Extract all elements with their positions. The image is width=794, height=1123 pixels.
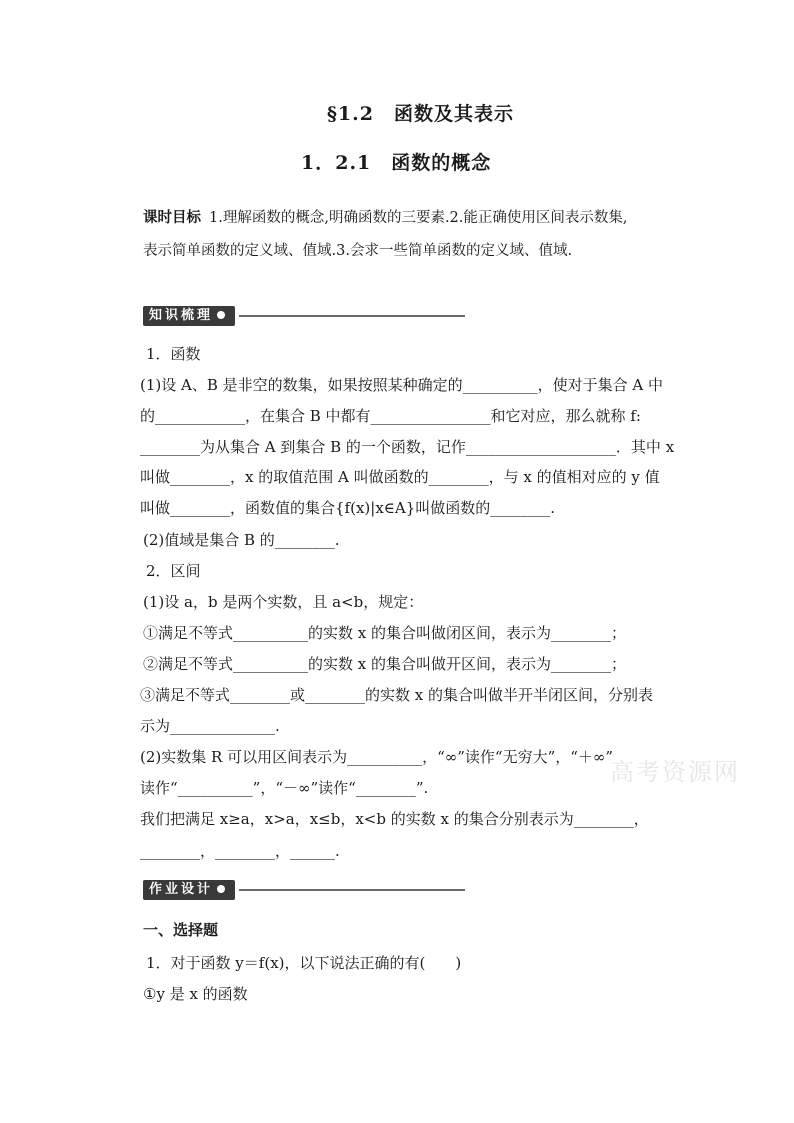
- text-line: (1)设 a，b 是两个实数，且 a<b，规定：: [143, 593, 424, 611]
- text-line: 叫做________，函数值的集合{f(x)|x∈A}叫做函数的________.: [140, 499, 556, 517]
- section-bar-knowledge: [143, 306, 465, 328]
- item-function: 1．函数: [146, 345, 201, 363]
- question-group-heading: 一、选择题: [143, 921, 219, 939]
- text-line: ________，________，______.: [140, 842, 340, 860]
- objective-line-1: [143, 208, 628, 228]
- watermark: 高考资源网: [610, 758, 740, 786]
- objective-label: 课时目标: [143, 209, 201, 226]
- text-line: 读作“__________”，“－∞”读作“________”.: [140, 779, 429, 797]
- section-title: §1.2 函数及其表示: [327, 103, 514, 125]
- text-line: 的____________，在集合 B 中都有________________和它对应，那么就称 f:: [140, 407, 641, 425]
- text-line: 叫做________，x 的取值范围 A 叫做函数的________，与 x 的值相对应的 y 值: [140, 468, 660, 486]
- text-line: ②满足不等式__________的实数 x 的集合叫做开区间，表示为________；: [143, 655, 626, 673]
- text-line: ________为从集合 A 到集合 B 的一个函数，记作____________________．其中 x: [140, 438, 675, 456]
- section-tag-homework: [143, 880, 235, 900]
- question-1: 1．对于函数 y＝f(x)，以下说法正确的有( ): [146, 954, 462, 972]
- text-line: (1)设 A、B 是非空的数集，如果按照某种确定的__________，使对于集合 A 中: [140, 376, 664, 394]
- section-tag-text: 作业设计: [149, 882, 214, 897]
- text-line: ①满足不等式__________的实数 x 的集合叫做闭区间，表示为________；: [143, 624, 626, 642]
- text-line: (2)实数集 R 可以用区间表示为__________，“∞”读作“无穷大”，“＋∞”: [140, 748, 614, 766]
- lesson-title: 1．2.1 函数的概念: [301, 152, 492, 174]
- text-line: (2)值域是集合 B 的________.: [143, 531, 340, 549]
- bullet-dot-icon: [217, 885, 225, 893]
- section-rule: [239, 315, 465, 317]
- text-line: 示为______________.: [140, 717, 280, 735]
- text-line: ③满足不等式________或________的实数 x 的集合叫做半开半闭区间，分别表: [140, 686, 653, 704]
- section-rule: [239, 889, 465, 891]
- text-line: 我们把满足 x≥a，x>a，x≤b，x<b 的实数 x 的集合分别表示为________，: [140, 810, 649, 828]
- section-tag-text: 知识梳理: [149, 308, 214, 323]
- section-tag-knowledge: [143, 306, 235, 326]
- bullet-dot-icon: [217, 311, 225, 319]
- objective-line-2: 表示简单函数的定义域、值域.3.会求一些简单函数的定义域、值域.: [143, 243, 573, 259]
- objective-text-1: 1.理解函数的概念,明确函数的三要素.2.能正确使用区间表示数集,: [209, 210, 628, 226]
- question-1-option-1: ①y 是 x 的函数: [143, 985, 248, 1003]
- section-bar-homework: [143, 880, 465, 902]
- item-interval: 2．区间: [146, 562, 201, 580]
